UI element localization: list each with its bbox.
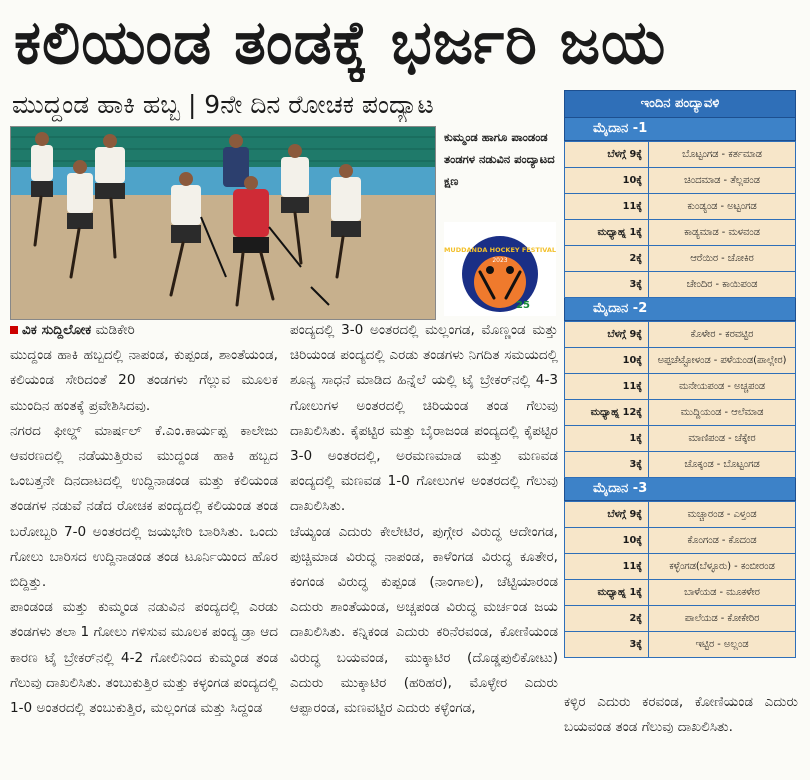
ground-3-fixtures [564, 501, 796, 658]
match-time: 2ಕ್ಕೆ [565, 246, 649, 272]
match-teams: ಮುದ್ದಿಯಂಡ - ಆಲೆಮಾಡ [649, 400, 796, 426]
schedule-title: ಇಂದಿನ ಪಂದ್ಯಾವಳಿ [564, 90, 796, 118]
fixture-row [565, 322, 796, 348]
match-time: 11ಕ್ಕೆ [565, 194, 649, 220]
fixture-row [565, 142, 796, 168]
match-time: 2ಕ್ಕೆ [565, 606, 649, 632]
fixture-row [565, 502, 796, 528]
photo-caption: ಕುಮ್ಮಂಡ ಹಾಗೂ ಪಾಂಡಂಡ ತಂಡಗಳ ನಡುವಿನ ಪಂದ್ಯಾಟದ ಕ್ಷಣ [444, 130, 555, 188]
ground-block [564, 118, 796, 298]
match-teams: ಇಟ್ಟಿರ - ಅಲ್ಲಂಡ [649, 632, 796, 658]
logo-number: 25 [516, 300, 530, 311]
paragraph: ಕಳ್ಳಿರ ಎದುರು ಕರವಂಡ, ಕೋಣಿಯಂಡ ಎದುರು ಬಯವಂಡ ತಂಡ ಗೆಲುವು ದಾಖಲಿಸಿತು. [564, 694, 798, 736]
match-time: ಮಧ್ಯಾಹ್ನ 1ಕ್ಕೆ [565, 580, 649, 606]
fixture-row [565, 168, 796, 194]
fixture-row [565, 374, 796, 400]
match-time: 10ಕ್ಕೆ [565, 528, 649, 554]
match-teams: ಪಾಲೆಯಡ - ಕೋಕೇರಿರ [649, 606, 796, 632]
match-time: ಮಧ್ಯಾಹ್ನ 12ಕ್ಕೆ [565, 400, 649, 426]
ground-2-fixtures [564, 321, 796, 478]
subheadline: ಮುದ್ದಂಡ ಹಾಕಿ ಹಬ್ಬ | 9ನೇ ದಿನ ರೋಚಕ ಪಂದ್ಯಾಟ [12, 90, 434, 119]
logo-text: MUDDANDA HOCKEY FESTIVAL [444, 246, 556, 254]
match-teams: ಕಾಡ್ಯಮಾಡ - ಮಳವಂಡ [649, 220, 796, 246]
article-column-1 [10, 318, 278, 721]
match-teams: ಬಾಳೆಯಡ - ಮೂಕಳೇರ [649, 580, 796, 606]
paragraph: ಚೆಯ್ಯಂಡ ಎದುರು ಕೇಲೇಟಿರ, ಪುಗ್ಗೇರ ವಿರುದ್ಧ ಆದೇಂಗಡ, ಪುಚ್ಚಿಮಾಡ ವಿರುದ್ಧ ನಾಪಂಡ, ಕಾಳೆಂಗಡ ವಿರುದ್ಧ ಕೂತೇರ, ಕಂಗಂಡ ವಿರುದ್ಧ ಕುಪ್ಪಂಡ (ನಾಂಗಾಲ), ಚೆಟ್ಟಿಯಾರಂಡ ಎದುರು ಶಾಂತೆಯಂಡ, ಅಚ್ಚಪಂಡ ವಿರುದ್ಧ ಮರ್ಚಂಡ ಜಯ ದಾಖಲಿಸಿತು. ಕನ್ನಿಕಂಡ ಎದುರು ಕರಿನೆರವಂಡ, ಕೋಣಿಯಂಡ ವಿರುದ್ಧ ಬಯವಂಡ, ಮುಕ್ಕಾಟಿರ (ದೊಡ್ಡಪುಲಿಕೋಟು) ಎದುರು ಮುಕ್ಕಾಟಿರ (ಹರಿಹರ), ಮೊಳ್ಳೇರ ಎದುರು ಆಪ್ಪಾರಂಡ, ಮಣವಟ್ಟಿರ ಎದುರು ಕಳ್ಳೆಂಗಡ, [290, 523, 558, 717]
match-teams: ಮಚ್ಚಾರಂಡ - ಎಳ್ತಂಡ [649, 502, 796, 528]
ground-block [564, 478, 796, 658]
paragraph: ನಗರದ ಫೀಲ್ಡ್ ಮಾರ್ಷಲ್ ಕೆ.ಎಂ.ಕಾರ್ಯಪ್ಪ ಕಾಲೇಜು ಆವರಣದಲ್ಲಿ ನಡೆಯುತ್ತಿರುವ ಮುದ್ದಂಡ ಹಾಕಿ ಹಬ್ಬದ ಒಂಬತ್ತನೇ ದಿನದಾಟದಲ್ಲಿ ಉದ್ದಿನಾಡಂಡ ಮತ್ತು ಕಲಿಯಂಡ ತಂಡಗಳ ನಡುವೆ ನಡೆದ ರೋಚಕ ಪಂದ್ಯದಲ್ಲಿ ಕಲಿಯಂಡ ತಂಡ ಬರೋಬ್ಬರಿ 7-0 ಅಂತರದಲ್ಲಿ ಜಯಭೇರಿ ಬಾರಿಸಿತು. ಒಂದು ಗೋಲು ಬಾರಿಸದ ಉದ್ದಿನಾಡಂಡ ತಂಡ ಟೂರ್ನಿಯಿಂದ ಹೊರ ಬಿದ್ದಿತ್ತು. [10, 422, 278, 591]
match-time: ಬೆಳಗ್ಗೆ 9ಕ್ಕೆ [565, 322, 649, 348]
match-time: 1ಕ್ಕೆ [565, 426, 649, 452]
ground-2-heading: ಮೈದಾನ -2 [564, 298, 796, 321]
article-column-3 [564, 690, 798, 740]
paragraph: ಮುದ್ದಂಡ ಹಾಕಿ ಹಬ್ಬದಲ್ಲಿ ನಾಪಂಡ, ಕುಪ್ಪಂಡ, ಶಾಂತೆಯಂಡ, ಕಲಿಯಂಡ ಸೇರಿದಂತೆ 20 ತಂಡಗಳು ಗೆಲ್ಲುವ ಮೂಲಕ ಮುಂದಿನ ಹಂತಕ್ಕೆ ಪ್ರವೇಶಿಸಿದವು. [10, 347, 278, 414]
fixture-row [565, 606, 796, 632]
article-column-2 [290, 318, 558, 721]
match-time: 10ಕ್ಕೆ [565, 168, 649, 194]
byline-name: ವಿಕ ಸುದ್ದಿಲೋಕ [22, 322, 92, 338]
match-time: 3ಕ್ಕೆ [565, 272, 649, 298]
fixture-row [565, 426, 796, 452]
match-time: 10ಕ್ಕೆ [565, 348, 649, 374]
match-teams: ಕೊಂಗಂಡ - ಕೊದಂಡ [649, 528, 796, 554]
match-time: 11ಕ್ಕೆ [565, 554, 649, 580]
match-teams: ಅಪ್ಪಚೆಟ್ಟೋಳಂಡ - ಪಳೆಯಂಡ(ಪಾಲ್ಲೇರ) [649, 348, 796, 374]
ground-1-fixtures [564, 141, 796, 298]
headline: ಕಲಿಯಂಡ ತಂಡಕ್ಕೆ ಭರ್ಜರಿ ಜಯ [14, 8, 667, 78]
fixture-row [565, 528, 796, 554]
ground-3-heading: ಮೈದಾನ -3 [564, 478, 796, 501]
match-teams: ಕಳ್ಳೆಂಗಡ(ಬೆಳ್ಳೂರು) - ಕಂಬೀರಂಡ [649, 554, 796, 580]
match-teams: ಬೊಟ್ಟಂಗಡ - ಕರ್ತಮಾಡ [649, 142, 796, 168]
match-time: 3ಕ್ಕೆ [565, 452, 649, 478]
fixture-row [565, 246, 796, 272]
match-time: ಮಧ್ಯಾಹ್ನ 1ಕ್ಕೆ [565, 220, 649, 246]
fixture-row [565, 554, 796, 580]
match-time: ಬೆಳಗ್ಗೆ 9ಕ್ಕೆ [565, 502, 649, 528]
fixture-row [565, 348, 796, 374]
match-teams: ಚಿಂದಮಾಡ - ತೆಲ್ಲಪಂಡ [649, 168, 796, 194]
match-teams: ಚೊಕ್ಕಂಡ - ಬೊಟ್ಟಂಗಡ [649, 452, 796, 478]
match-time: 3ಕ್ಕೆ [565, 632, 649, 658]
fixture-row [565, 452, 796, 478]
match-teams: ಮಾಣಿಪಂಡ - ಚೆಕ್ಕೇರ [649, 426, 796, 452]
fixture-row [565, 632, 796, 658]
match-teams: ಕುಂಡ್ಯಂಡ - ಅಟ್ಟಂಗಡ [649, 194, 796, 220]
byline-place: ಮಡಿಕೇರಿ [95, 322, 135, 338]
match-time: ಬೆಳಗ್ಗೆ 9ಕ್ಕೆ [565, 142, 649, 168]
fixture-row [565, 400, 796, 426]
match-time: 11ಕ್ಕೆ [565, 374, 649, 400]
fixture-row [565, 272, 796, 298]
hockey-festival-logo [444, 222, 556, 316]
ground-block [564, 298, 796, 478]
hockey-match-photo [10, 126, 436, 320]
fixture-row [565, 580, 796, 606]
byline [10, 318, 278, 343]
todays-fixtures [564, 90, 796, 658]
paragraph: ಪಾಂಡಂಡ ಮತ್ತು ಕುಮ್ಮಂಡ ನಡುವಿನ ಪಂದ್ಯದಲ್ಲಿ ಎರಡು ತಂಡಗಳು ತಲಾ 1 ಗೋಲು ಗಳಿಸುವ ಮೂಲಕ ಪಂದ್ಯ ಡ್ರಾ ಆದ ಕಾರಣ ಟೈ ಬ್ರೇಕರ್‌ನಲ್ಲಿ 4-2 ಗೋಲಿನಿಂದ ಕುಮ್ಮಂಡ ತಂಡ ಗೆಲುವು ದಾಖಲಿಸಿತು. ತಂಬುಕುತ್ತಿರ ಮತ್ತು ಕಳ್ಳಂಗಡ ಪಂದ್ಯದಲ್ಲಿ 1-0 ಅಂತರದಲ್ಲಿ ತಂಬುಕುತ್ತಿರ, ಮಲ್ಲಂಗಡ ಮತ್ತು ಸಿದ್ದಂಡ [10, 599, 278, 717]
fixture-row [565, 220, 796, 246]
match-teams: ಮನೇಯಪಂಡ - ಅಚ್ಚಪಂಡ [649, 374, 796, 400]
match-teams: ಚೇಂದಿರ - ಕಾಯಿಪಂಡ [649, 272, 796, 298]
logo-year: 2023 [492, 257, 508, 264]
byline-square-icon [10, 326, 18, 334]
ground-1-heading: ಮೈದಾನ -1 [564, 118, 796, 141]
match-teams: ಕೊಳೇರ - ಕರವಟ್ಟಿರ [649, 322, 796, 348]
match-teams: ಆರೆಯಿರ - ಚೋಕಿರ [649, 246, 796, 272]
fixture-row [565, 194, 796, 220]
paragraph: ಪಂದ್ಯದಲ್ಲಿ 3-0 ಅಂತರದಲ್ಲಿ ಮಲ್ಲಂಗಡ, ಮೊಣ್ಣಂಡ ಮತ್ತು ಚಿರಿಯಂಡ ಪಂದ್ಯದಲ್ಲಿ ಎರಡು ತಂಡಗಳು ನಿಗದಿತ ಸಮಯದಲ್ಲಿ ಶೂನ್ಯ ಸಾಧನೆ ಮಾಡಿದ ಹಿನ್ನೆಲೆ ಯಲ್ಲಿ ಟೈ ಬ್ರೇಕರ್‌ನಲ್ಲಿ 4-3 ಗೋಲುಗಳ ಅಂತರದಲ್ಲಿ ಚಿರಿಯಂಡ ತಂಡ ಗೆಲುವು ದಾಖಲಿಸಿತು. ಕೈಪಟ್ಟಿರ ಮತ್ತು ಬೈರಾಜಂಡ ಪಂದ್ಯದಲ್ಲಿ ಕೈಪಟ್ಟಿರ 3-0 ಅಂತರದಲ್ಲಿ, ಅರಮಣಮಾಡ ಮತ್ತು ಮಣವಡ ಪಂದ್ಯದಲ್ಲಿ ಮಣವಡ 1-0 ಗೋಲುಗಳ ಅಂತರದಲ್ಲಿ ಗೆಲುವು ದಾಖಲಿಸಿತು. [290, 322, 558, 515]
